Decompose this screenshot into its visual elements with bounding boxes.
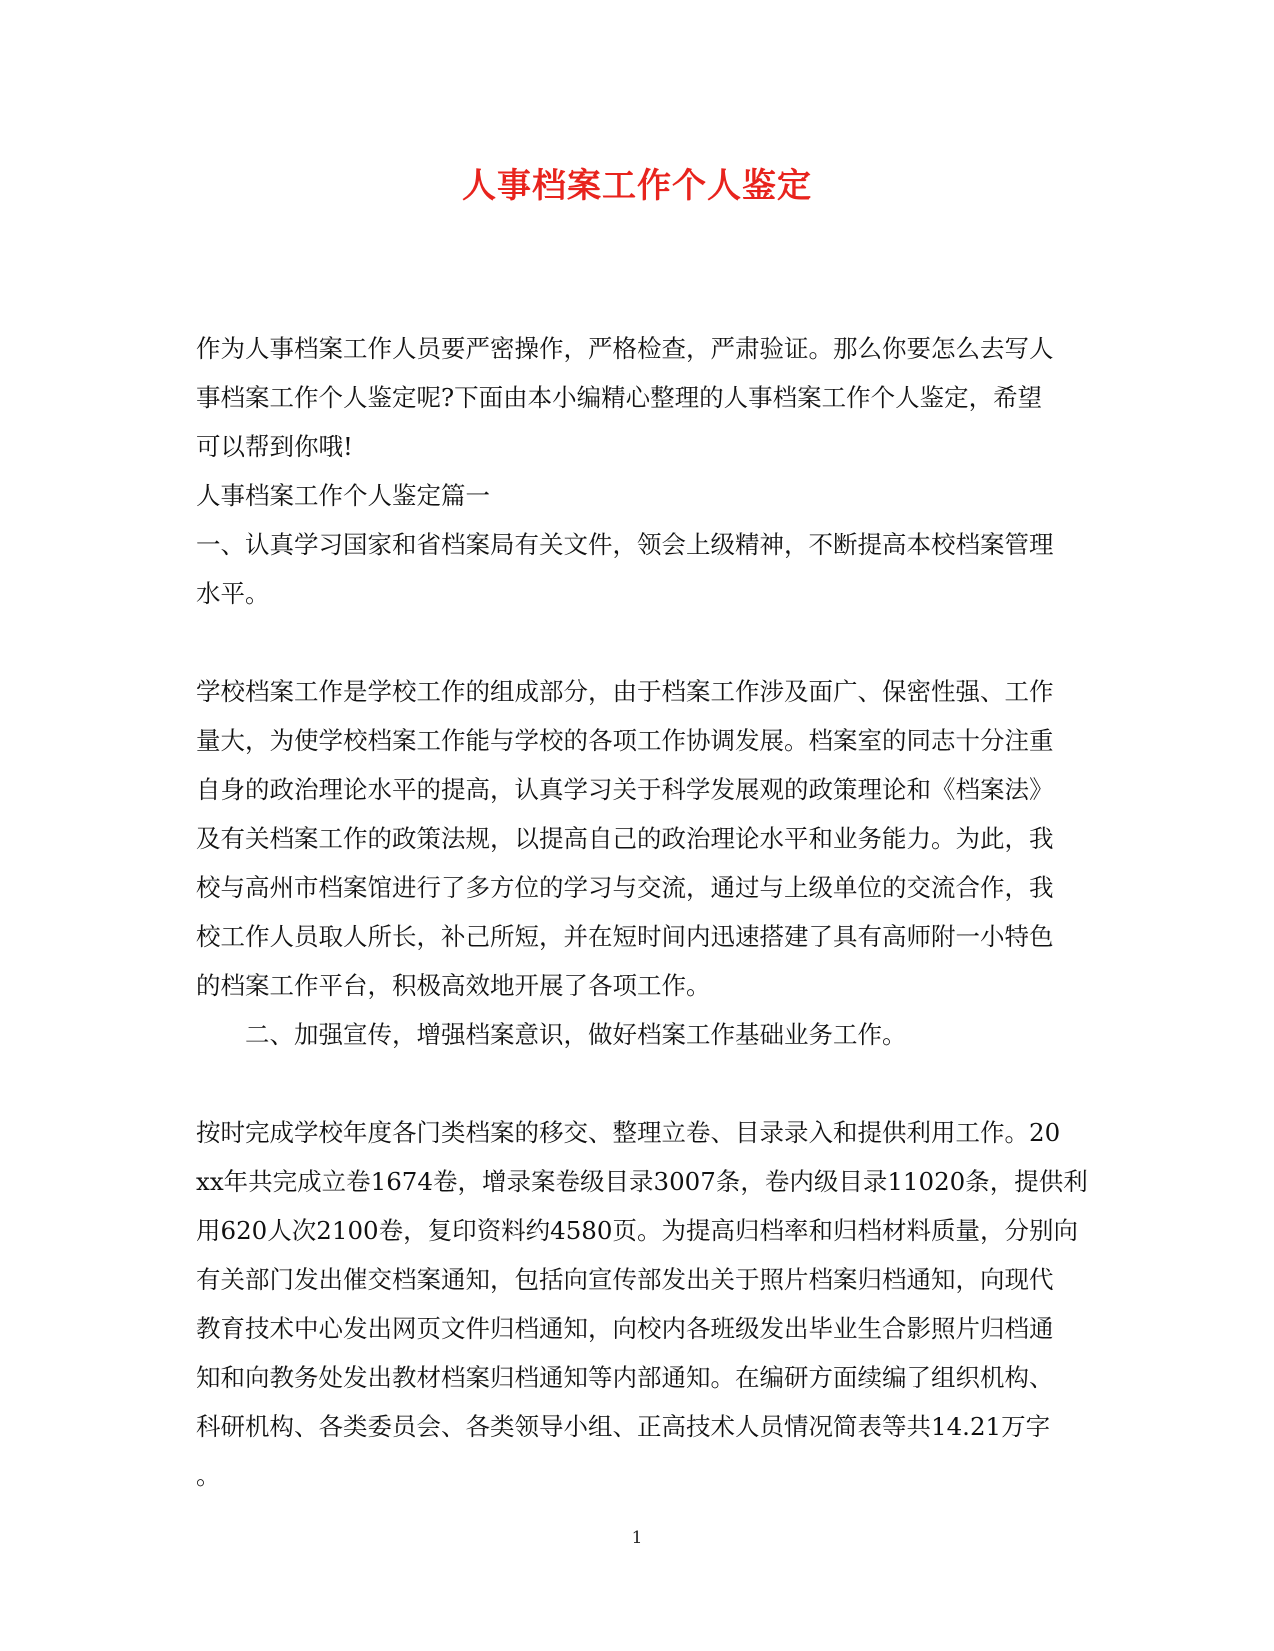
body-line: 作为人事档案工作人员要严密操作，严格检查，严肃验证。那么你要怎么去写人 (196, 334, 1054, 363)
body-line: 事档案工作个人鉴定呢?下面由本小编精心整理的人事档案工作个人鉴定，希望 (196, 383, 1043, 412)
body-line: 水平。 (196, 579, 270, 608)
body-line: 教育技术中心发出网页文件归档通知，向校内各班级发出毕业生合影照片归档通 (196, 1314, 1054, 1343)
body-line: 的档案工作平台，积极高效地开展了各项工作。 (196, 971, 711, 1000)
body-line: 按时完成学校年度各门类档案的移交、整理立卷、目录录入和提供利用工作。20 (196, 1118, 1061, 1147)
paragraph-gap (196, 1059, 1076, 1108)
body-line: 一、认真学习国家和省档案局有关文件，领会上级精神，不断提高本校档案管理 (196, 530, 1054, 559)
body-line: 可以帮到你哦! (196, 432, 353, 461)
body-line: 有关部门发出催交档案通知，包括向宣传部发出关于照片档案归档通知，向现代 (196, 1265, 1054, 1294)
document-title: 人事档案工作个人鉴定 (462, 166, 812, 206)
body-line: 。 (196, 1461, 221, 1490)
page-number: 1 (631, 1528, 643, 1548)
paragraph-gap (196, 618, 1076, 667)
body-line: xx年共完成立卷1674卷，增录案卷级目录3007条，卷内级目录11020条，提供利 (196, 1167, 1088, 1196)
body-line: 科研机构、各类委员会、各类领导小组、正高技术人员情况简表等共14.21万字 (196, 1412, 1051, 1441)
body-line: 二、加强宣传，增强档案意识，做好档案工作基础业务工作。 (245, 1020, 907, 1049)
body-line: 校工作人员取人所长，补己所短，并在短时间内迅速搭建了具有高师附一小特色 (196, 922, 1054, 951)
body-line: 校与高州市档案馆进行了多方位的学习与交流，通过与上级单位的交流合作，我 (196, 873, 1054, 902)
body-line: 自身的政治理论水平的提高，认真学习关于科学发展观的政策理论和《档案法》 (196, 775, 1054, 804)
document-body (196, 324, 1088, 1500)
section-heading: 人事档案工作个人鉴定篇一 (196, 481, 490, 510)
body-line: 及有关档案工作的政策法规，以提高自己的政治理论水平和业务能力。为此，我 (196, 824, 1054, 853)
body-line: 学校档案工作是学校工作的组成部分，由于档案工作涉及面广、保密性强、工作 (196, 677, 1054, 706)
body-line: 量大，为使学校档案工作能与学校的各项工作协调发展。档案室的同志十分注重 (196, 726, 1054, 755)
body-line: 用620人次2100卷，复印资料约4580页。为提高归档率和归档材料质量，分别向 (196, 1216, 1078, 1245)
body-line: 知和向教务处发出教材档案归档通知等内部通知。在编研方面续编了组织机构、 (196, 1363, 1054, 1392)
